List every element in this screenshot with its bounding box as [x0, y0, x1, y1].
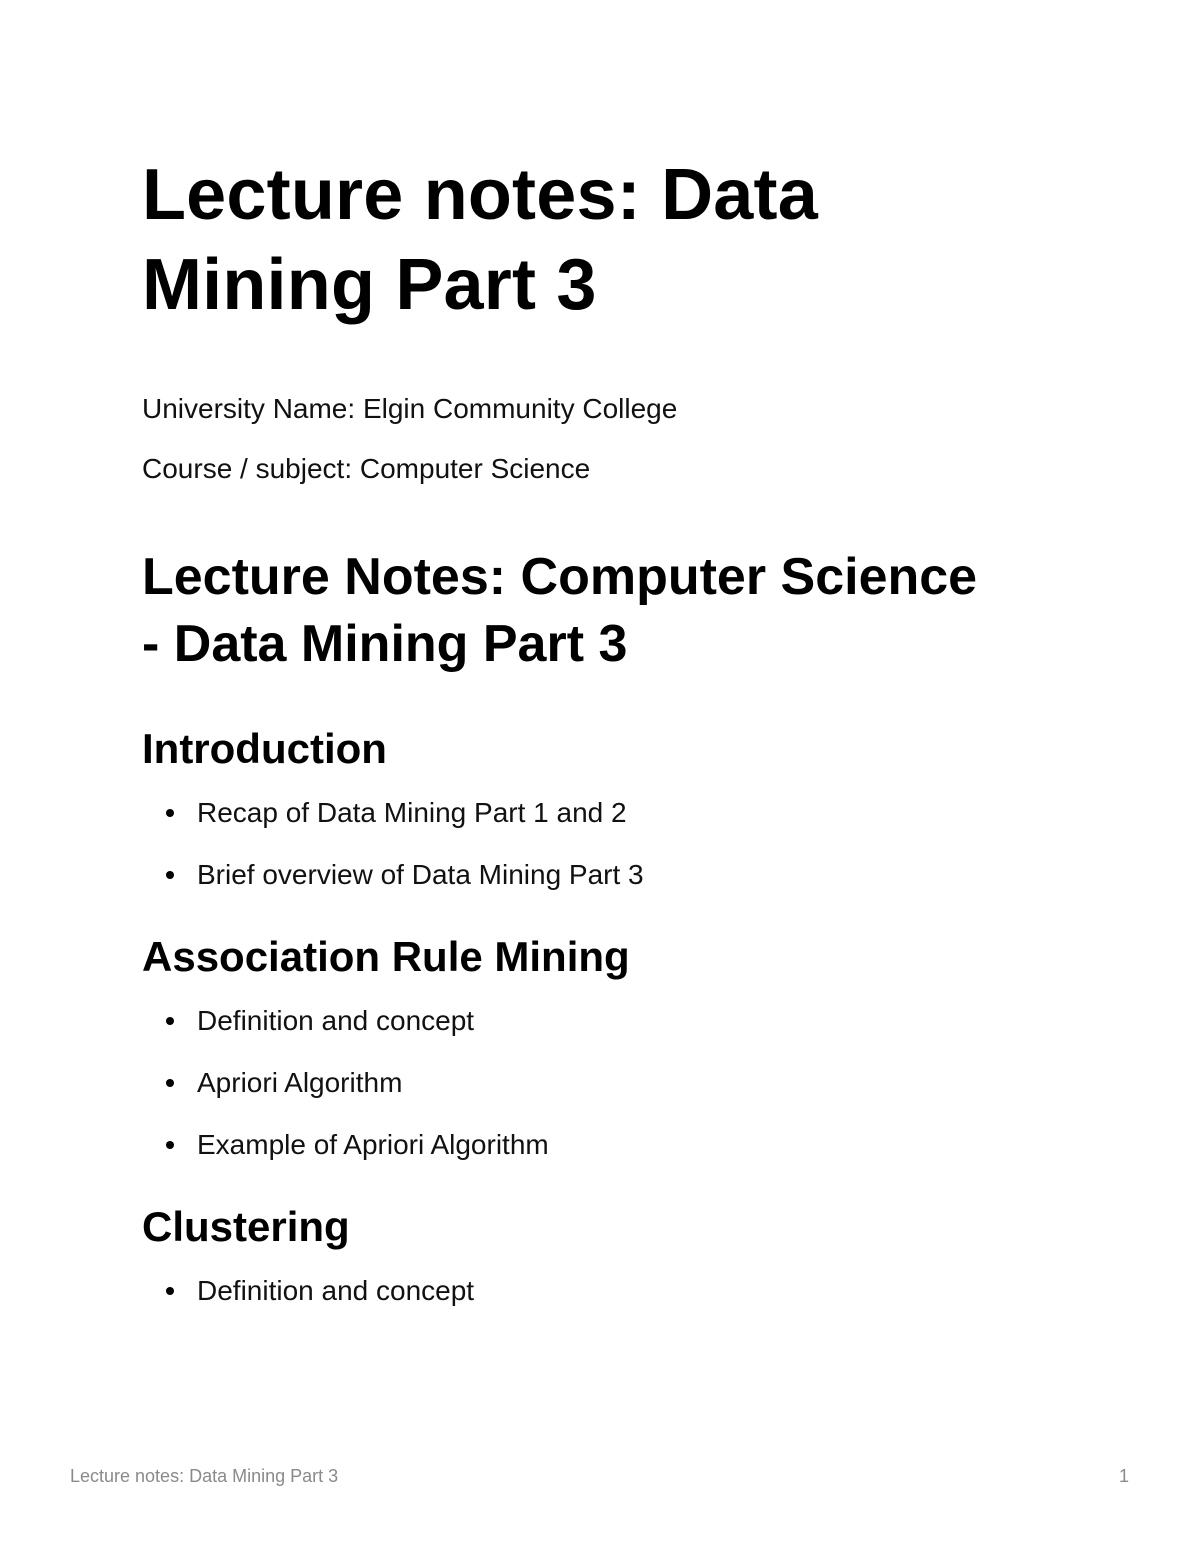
list-item-text: Definition and concept	[197, 1275, 475, 1306]
list-item-text: Example of Apriori Algorithm	[197, 1129, 549, 1160]
list-item-text: Brief overview of Data Mining Part 3	[197, 859, 644, 890]
list-item-text: Apriori Algorithm	[197, 1067, 403, 1098]
bullet-icon	[166, 1287, 174, 1295]
document-title-line-2: Mining Part 3	[142, 245, 597, 325]
association-rule-mining-list	[142, 1004, 1082, 1162]
list-item-text: Recap of Data Mining Part 1 and 2	[197, 797, 627, 828]
list-item	[142, 1128, 1082, 1162]
list-item	[142, 796, 1082, 830]
main-heading-line-2: - Data Mining Part 3	[142, 615, 628, 673]
page-content	[142, 150, 1082, 1308]
main-heading	[142, 544, 1082, 678]
bullet-icon	[166, 809, 174, 817]
list-item	[142, 858, 1082, 892]
section-heading-clustering: Clustering	[142, 1203, 350, 1250]
footer-title: Lecture notes: Data Mining Part 3	[70, 1466, 339, 1486]
introduction-list	[142, 796, 1082, 892]
list-item	[142, 1004, 1082, 1038]
university-name: University Name: Elgin Community College	[142, 393, 678, 424]
bullet-icon	[166, 871, 174, 879]
course-subject: Course / subject: Computer Science	[142, 453, 591, 484]
list-item-text: Definition and concept	[197, 1005, 475, 1036]
footer-page-number: 1	[1118, 1466, 1129, 1486]
section-heading-introduction: Introduction	[142, 725, 387, 772]
document-title-line-1: Lecture notes: Data	[142, 155, 818, 235]
clustering-list	[142, 1274, 1082, 1308]
document-title	[142, 150, 1082, 330]
bullet-icon	[166, 1141, 174, 1149]
main-heading-line-1: Lecture Notes: Computer Science	[142, 548, 978, 606]
list-item	[142, 1274, 1082, 1308]
bullet-icon	[166, 1079, 174, 1087]
list-item	[142, 1066, 1082, 1100]
bullet-icon	[166, 1017, 174, 1025]
section-heading-association-rule-mining: Association Rule Mining	[142, 933, 630, 980]
